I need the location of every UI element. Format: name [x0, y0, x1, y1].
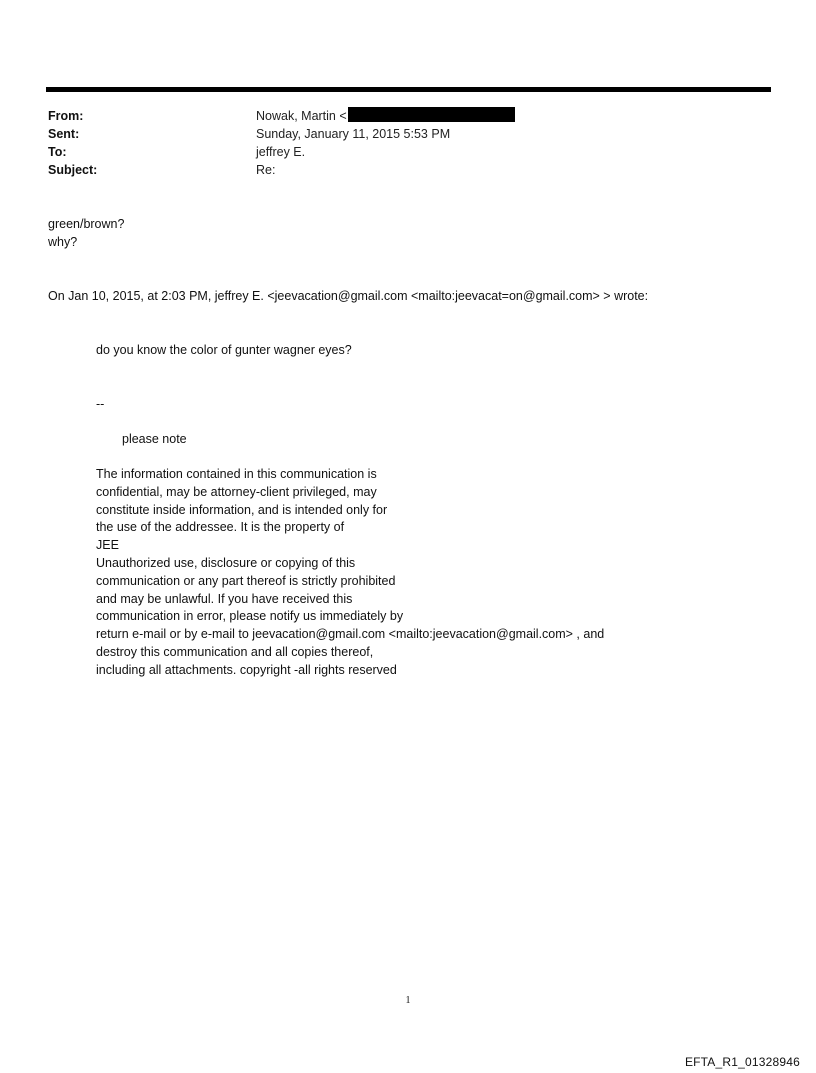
disclaimer-line: Unauthorized use, disclosure or copying of this [96, 555, 356, 570]
disclaimer-line: JEE [96, 538, 119, 553]
redaction-block [348, 107, 515, 122]
from-label: From: [48, 109, 84, 123]
sent-label: Sent: [48, 127, 80, 141]
disclaimer-line: constitute inside information, and is intended only for [96, 502, 388, 517]
disclaimer-line: and may be unlawful. If you have received this [96, 591, 353, 606]
disclaimer-block [96, 466, 604, 680]
subject-label: Subject: [48, 163, 98, 177]
to-value: jeffrey E. [256, 145, 306, 159]
disclaimer-line: including all attachments. copyright -all rights reserved [96, 662, 397, 677]
to-label: To: [48, 145, 67, 159]
header-rule [46, 87, 771, 92]
page-number: 1 [405, 995, 411, 1006]
disclaimer-line: return e-mail or by e-mail to jeevacation@gmail.com <mailto:jeevacation@gmail.com> , and [96, 627, 605, 642]
sent-value: Sunday, January 11, 2015 5:53 PM [256, 127, 451, 141]
disclaimer-line: communication or any part thereof is strictly prohibited [96, 573, 396, 588]
from-value [256, 107, 515, 125]
quote-intro: On Jan 10, 2015, at 2:03 PM, jeffrey E. <jeevacation@gmail.com <mailto:jeevacat=on@gmail.com> > wrote: [48, 289, 649, 303]
disclaimer-line: confidential, may be attorney-client privileged, may [96, 484, 377, 499]
quoted-question: do you know the color of gunter wagner eyes? [96, 343, 352, 357]
reply-line-1: green/brown? [48, 217, 125, 231]
subject-value: Re: [256, 163, 276, 177]
disclaimer-line: communication in error, please notify us immediately by [96, 609, 404, 624]
please-note: please note [122, 432, 187, 446]
signature-separator: -- [96, 397, 105, 411]
disclaimer-line: destroy this communication and all copies thereof, [96, 644, 374, 659]
sender-name: Nowak, Martin < [256, 109, 347, 123]
disclaimer-line: The information contained in this communication is [96, 467, 377, 481]
document-id: EFTA_R1_01328946 [684, 1055, 800, 1069]
reply-line-2: why? [48, 235, 78, 249]
disclaimer-line: the use of the addressee. It is the property of [96, 520, 345, 535]
